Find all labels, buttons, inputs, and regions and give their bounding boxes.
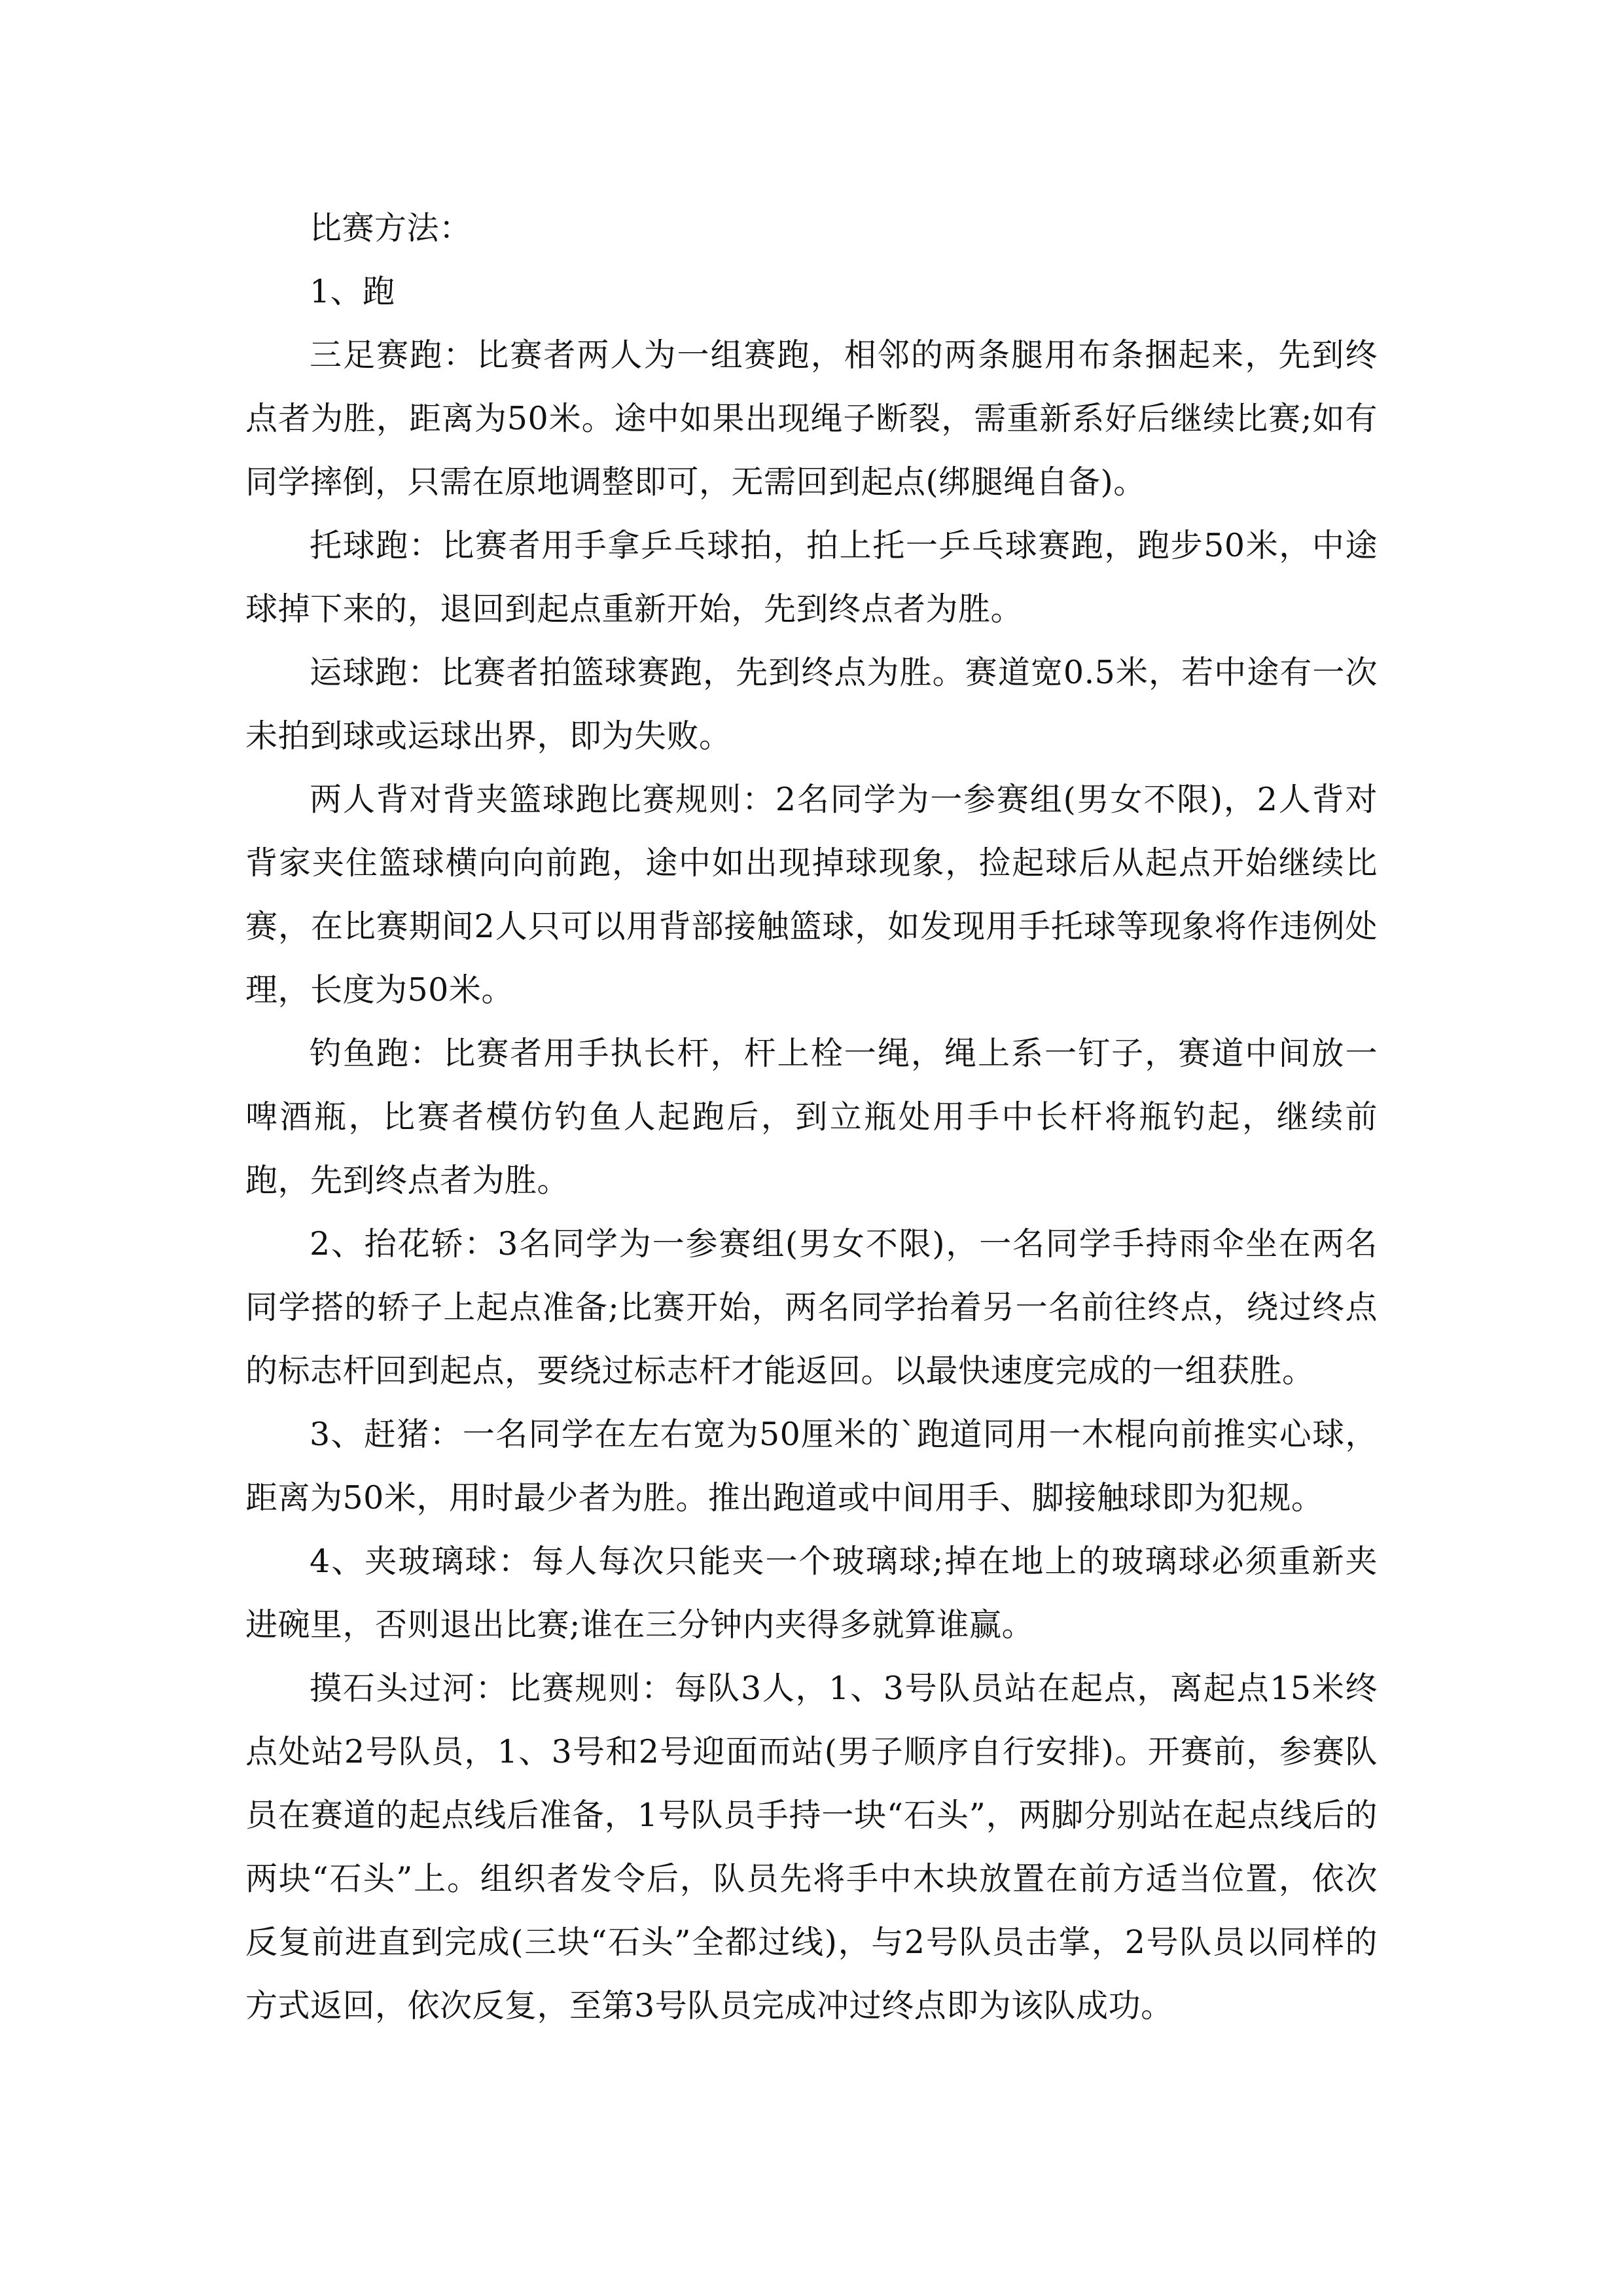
- paragraph-three-legged-race: 三足赛跑：比赛者两人为一组赛跑，相邻的两条腿用布条捆起来，先到终点者为胜，距离为50米。途中如果出现绳子断裂，需重新系好后继续比赛;如有同学摔倒，只需在原地调整即可，无需回到起点(绑腿绳自备)。: [245, 336, 1378, 501]
- paragraph-pig-herding: 3、赶猪：一名同学在左右宽为50厘米的`跑道同用一木棍向前推实心球，距离为50米，用时最少者为胜。推出跑道或中间用手、脚接触球即为犯规。: [245, 1416, 1378, 1516]
- paragraph-method-heading: 比赛方法：: [310, 209, 472, 247]
- paragraph-marble-picking: 4、夹玻璃球：每人每次只能夹一个玻璃球;掉在地上的玻璃球必须重新夹进碗里，否则退出比赛;谁在三分钟内夹得多就算谁赢。: [245, 1543, 1378, 1643]
- paragraph-sedan-chair: 2、抬花轿：3名同学为一参赛组(男女不限)，一名同学手持雨伞坐在两名同学搭的轿子上起点准备;比赛开始，两名同学抬着另一名前往终点，绕过终点的标志杆回到起点，要绕过标志杆才能返回。以最快速度完成的一组获胜。: [245, 1225, 1378, 1390]
- paragraph-river-crossing: 摸石头过河：比赛规则：每队3人，1、3号队员站在起点，离起点15米终点处站2号队员，1、3号和2号迎面而站(男子顺序自行安排)。开赛前，参赛队员在赛道的起点线后准备，1号队员手持一块“石头”，两脚分别站在起点线后的两块“石头”上。组织者发令后，队员先将手中木块放置在前方适当位置，依次反复前进直到完成(三块“石头”全都过线)，与2号队员击掌，2号队员以同样的方式返回，依次反复，至第3号队员完成冲过终点即为该队成功。: [245, 1670, 1378, 2024]
- paragraph-fishing-race: 钓鱼跑：比赛者用手执长杆，杆上栓一绳，绳上系一钉子，赛道中间放一啤酒瓶，比赛者模仿钓鱼人起跑后，到立瓶处用手中长杆将瓶钓起，继续前跑，先到终点者为胜。: [245, 1035, 1378, 1199]
- document-body: [245, 196, 1378, 2037]
- paragraph-dribble-race: 运球跑：比赛者拍篮球赛跑，先到终点为胜。赛道宽0.5米，若中途有一次未拍到球或运球出界，即为失败。: [245, 654, 1378, 755]
- paragraph-back-to-back-race: 两人背对背夹篮球跑比赛规则：2名同学为一参赛组(男女不限)，2人背对背家夹住篮球横向向前跑，途中如出现掉球现象，捡起球后从起点开始继续比赛，在比赛期间2人只可以用背部接触篮球，如发现用手托球等现象将作违例处理，长度为50米。: [245, 781, 1378, 1009]
- paragraph-ball-carry-race: 托球跑：比赛者用手拿乒乓球拍，拍上托一乒乓球赛跑，跑步50米，中途球掉下来的，退回到起点重新开始，先到终点者为胜。: [245, 527, 1378, 628]
- paragraph-section-run: 1、跑: [310, 273, 395, 310]
